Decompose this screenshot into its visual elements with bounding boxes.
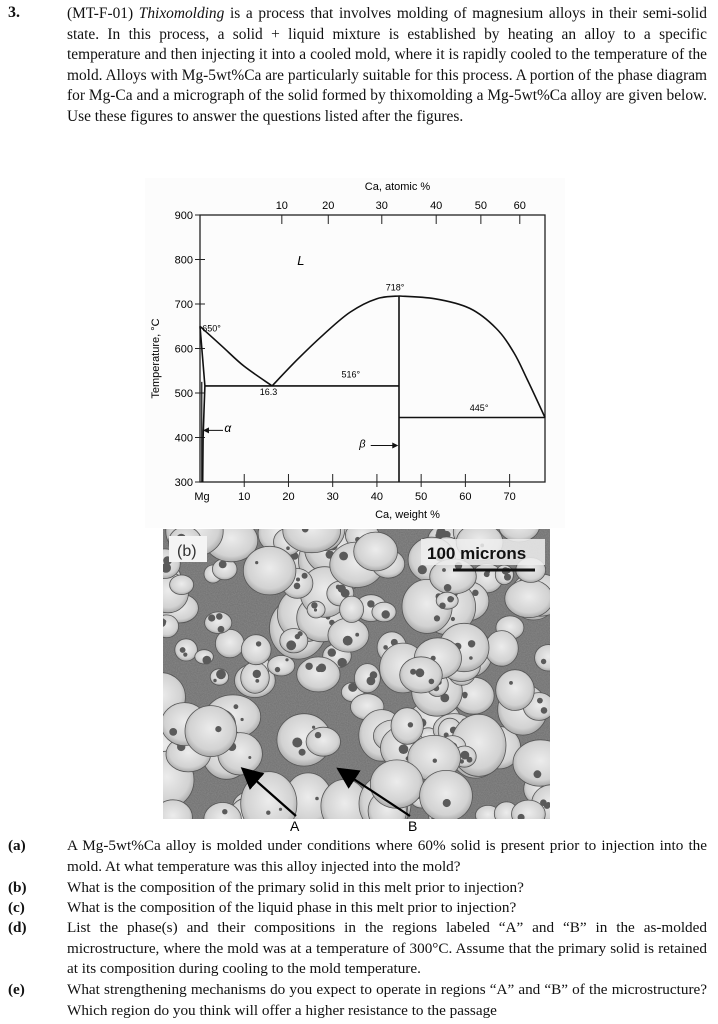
phase-diagram (145, 178, 565, 528)
micrograph-eutectic-droplet (328, 648, 336, 656)
micrograph-eutectic-droplet (442, 568, 446, 572)
micrograph-eutectic-droplet (469, 656, 473, 660)
micrograph-eutectic-droplet (537, 698, 543, 704)
micrograph-scale-text: 100 microns (427, 544, 527, 563)
top-axis-title: Ca, atomic % (364, 181, 431, 193)
y-tick-label: 600 (174, 343, 193, 356)
micrograph-eutectic-droplet (451, 617, 455, 621)
micrograph-eutectic-droplet (305, 663, 312, 670)
micrograph-eutectic-droplet (241, 718, 244, 721)
micrograph-eutectic-droplet (286, 546, 290, 550)
micrograph-eutectic-droplet (468, 640, 475, 647)
micrograph-eutectic-droplet (312, 726, 315, 729)
question-label: (d) (8, 919, 27, 936)
micrograph-eutectic-droplet (314, 608, 317, 611)
micrograph-eutectic-droplet (234, 704, 239, 709)
micrograph-eutectic-droplet (248, 756, 251, 759)
micrograph-eutectic-droplet (183, 653, 187, 657)
question-text: What strengthening mechanisms do you expect to operate in regions “A” and “B” of the microstructure? Which region do you think will offer a higher resistance to the passage (67, 981, 707, 1019)
label-718: 718° (385, 282, 405, 293)
arrow-a (244, 770, 296, 816)
micrograph-eutectic-droplet (302, 573, 308, 579)
y-tick-label: 900 (174, 210, 193, 222)
top-tick-label: 10 (275, 200, 288, 212)
micrograph-eutectic-droplet (299, 749, 306, 756)
y-tick-label: 400 (174, 432, 193, 445)
micrograph-eutectic-droplet (439, 603, 445, 609)
micrograph-globule (297, 657, 340, 692)
micrograph-eutectic-droplet (338, 658, 347, 667)
micrograph-eutectic-droplet (285, 658, 288, 661)
micrograph-eutectic-droplet (255, 561, 258, 564)
micrograph-eutectic-droplet (275, 667, 280, 672)
micrograph-globule (306, 727, 340, 756)
y-axis-title: Temperature, °C (150, 318, 162, 399)
micrograph-eutectic-droplet (418, 565, 427, 574)
micrograph-eutectic-droplet (203, 656, 212, 665)
micrograph-eutectic-droplet (169, 728, 177, 736)
x-tick-label: 20 (282, 491, 295, 503)
y-tick-label: 500 (174, 388, 193, 400)
micrograph-eutectic-droplet (370, 671, 378, 679)
x-tick-label: 50 (415, 491, 428, 503)
micrograph-pointers (0, 760, 718, 840)
micrograph-eutectic-droplet (343, 636, 353, 646)
micrograph-eutectic-droplet (504, 574, 511, 581)
micrograph-globule (496, 670, 535, 711)
x-tick-label: 40 (370, 491, 384, 503)
y-tick-label: 800 (174, 254, 193, 267)
micrograph-eutectic-droplet (216, 669, 226, 679)
x-tick-label: 30 (326, 491, 339, 503)
x-axis-title: Ca, weight % (375, 509, 440, 521)
label-a: A (290, 818, 300, 834)
micrograph-eutectic-droplet (447, 596, 453, 602)
question-text: A Mg-5wt%Ca alloy is molded under conditions where 60% solid is present prior to injection into the mold. At what temperature was this alloy injected into the mold? (67, 837, 707, 875)
micrograph-globule (175, 639, 198, 661)
top-tick-label: 40 (430, 200, 443, 212)
top-tick-label: 20 (322, 200, 335, 212)
micrograph-eutectic-droplet (258, 642, 261, 645)
question-label: (a) (8, 837, 26, 854)
micrograph-eutectic-droplet (382, 610, 390, 618)
micrograph-eutectic-droplet (286, 640, 296, 650)
x-tick-label: 70 (503, 491, 516, 503)
x-tick-label: 10 (238, 491, 251, 503)
question-label: (e) (8, 981, 25, 998)
micrograph-eutectic-droplet (296, 578, 300, 582)
label-beta: β (359, 438, 366, 451)
problem-number: 3. (8, 4, 20, 21)
micrograph-eutectic-droplet (216, 613, 223, 620)
micrograph-eutectic-droplet (311, 602, 317, 608)
micrograph-eutectic-droplet (486, 574, 489, 577)
question-text: What is the composition of the liquid phase in this melt prior to injection? (67, 899, 517, 916)
x-tick-label: Mg (194, 491, 210, 503)
micrograph-eutectic-droplet (444, 584, 452, 592)
label-alpha: α (224, 421, 232, 436)
micrograph-eutectic-droplet (208, 614, 215, 621)
top-tick-label: 30 (375, 200, 388, 212)
y-tick-label: 300 (174, 477, 193, 489)
label-650: 650° (202, 323, 221, 334)
micrograph-eutectic-droplet (253, 670, 261, 678)
top-tick-label: 60 (513, 200, 526, 212)
micrograph-globule (354, 532, 398, 571)
micrograph-globule (328, 618, 369, 652)
micrograph-eutectic-droplet (410, 669, 416, 675)
micrograph-eutectic-droplet (399, 744, 409, 754)
micrograph-eutectic-droplet (461, 751, 470, 760)
micrograph-globule (241, 635, 271, 665)
label-liquid: L (297, 252, 305, 268)
x-tick-label: 60 (459, 491, 472, 503)
micrograph-globule (340, 596, 364, 622)
micrograph-globule (170, 575, 194, 595)
micrograph-eutectic-droplet (255, 679, 259, 683)
micrograph-globule (268, 656, 295, 676)
micrograph-eutectic-droplet (463, 694, 468, 699)
intro-body: is a process that involves molding of magnesium alloys in their semi-solid state. In this process, a solid + liquid mixture is established by heating an alloy to a specific temperature and then injecting it into a cooled mold, where it is rapidly cooled to the temperature of the mold. Alloys with Mg-5wt%Ca are particularly suitable for this process. A portion of the phase diagram for Mg-Ca and a micrograph of the solid formed by thixomolding a Mg-5wt%Ca alloy are given below. Use these figures to answer the questions listed after the figures. (67, 5, 707, 125)
micrograph-eutectic-droplet (541, 659, 546, 664)
label-516: 516° (341, 369, 361, 380)
label-b: B (408, 818, 418, 834)
micrograph-eutectic-droplet (294, 583, 301, 590)
micrograph-eutectic-droplet (213, 679, 216, 682)
micrograph-eutectic-droplet (509, 681, 513, 685)
micrograph-eutectic-droplet (429, 679, 435, 685)
micrograph-eutectic-droplet (218, 626, 225, 633)
micrograph-eutectic-droplet (318, 664, 327, 673)
micrograph-eutectic-droplet (541, 707, 548, 714)
micrograph-eutectic-droplet (434, 615, 440, 621)
micrograph-eutectic-droplet (315, 732, 321, 738)
micrograph-globule (505, 580, 550, 618)
micrograph-eutectic-droplet (215, 726, 221, 732)
micrograph-panel-label: (b) (177, 543, 197, 560)
micrograph-globule (391, 708, 423, 745)
question-text: List the phase(s) and their compositions in the regions labeled “A” and “B” in the as-molded microstructure, where the mold was at a temperature of 300°C. Assume that the primary solid is retained at its composition during cooling to the mold temperature. (67, 919, 707, 977)
micrograph-eutectic-droplet (408, 722, 413, 727)
question-text: What is the composition of the primary solid in this melt prior to injection? (67, 879, 524, 896)
micrograph-eutectic-droplet (355, 633, 359, 637)
problem-intro (67, 4, 707, 128)
micrograph-globule (185, 706, 237, 757)
label-445: 445° (469, 402, 489, 413)
question-label: (c) (8, 899, 25, 916)
label-16-3: 16.3 (259, 387, 278, 398)
micrograph-eutectic-droplet (292, 738, 302, 748)
micrograph-eutectic-droplet (416, 668, 425, 677)
micrograph-globule (485, 631, 518, 667)
question-label: (b) (8, 879, 27, 896)
intro-term: Thixomolding (138, 5, 225, 22)
micrograph-globule (243, 546, 296, 595)
micrograph-eutectic-droplet (383, 645, 388, 650)
top-tick-label: 50 (474, 200, 487, 212)
arrow-b (340, 770, 410, 816)
micrograph-eutectic-droplet (295, 634, 300, 639)
micrograph-globule (354, 664, 380, 693)
micrograph-eutectic-droplet (339, 552, 348, 561)
y-tick-label: 700 (174, 299, 193, 311)
micrograph-eutectic-droplet (180, 647, 186, 653)
intro-prefix: (MT-F-01) (67, 5, 139, 22)
micrograph-eutectic-droplet (336, 585, 341, 590)
